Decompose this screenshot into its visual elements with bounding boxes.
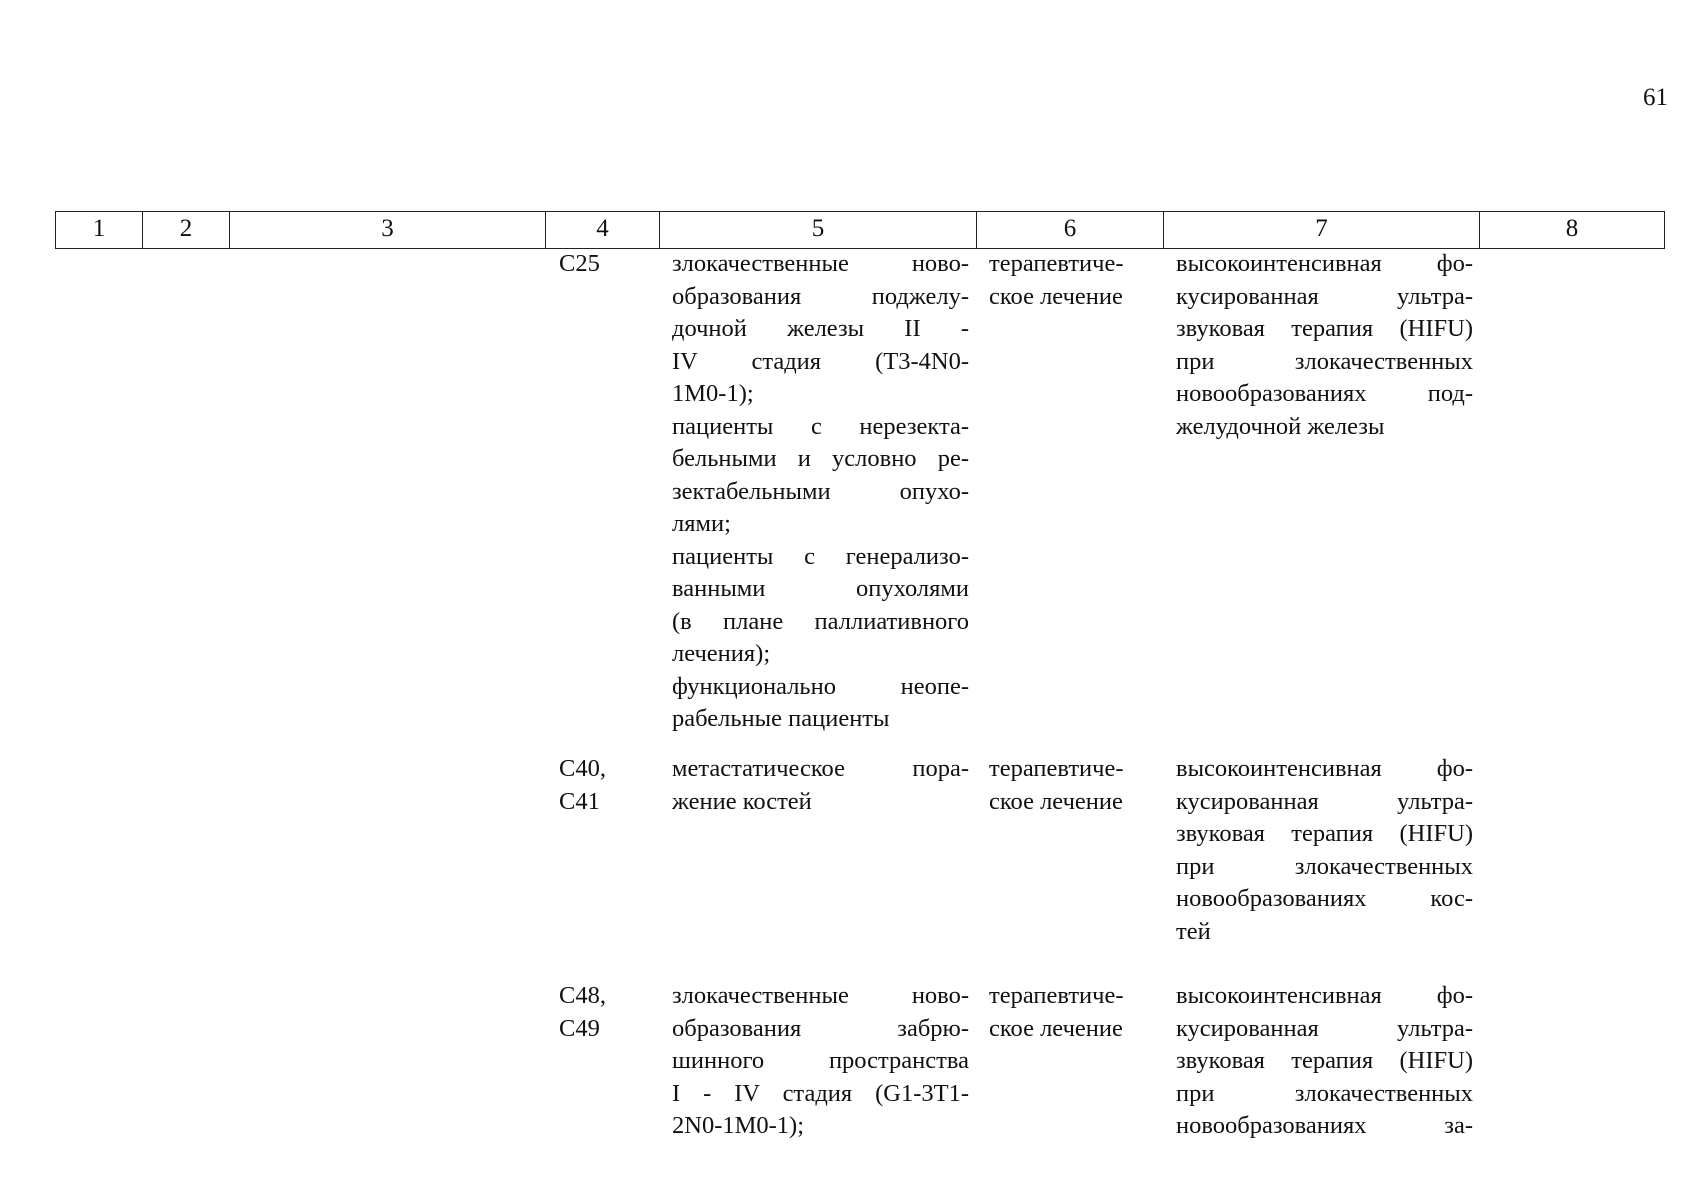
diagnosis-line: дочной железы II - [672,315,969,342]
row-3-code [559,980,659,1045]
method-line: кусированная ультра- [1176,1014,1473,1042]
diagnosis-line: 1M0-1); [672,380,754,407]
method-line: звуковая терапия (HIFU) [1176,820,1473,847]
method-line: при злокачественных [1176,1079,1473,1107]
code-line: C40, [559,755,606,782]
column-number-2: 2 [142,212,229,248]
row-1-treatment [989,248,1164,313]
row-2-diagnosis [672,753,969,818]
treatment-line: терапевтиче- [989,755,1124,782]
diagnosis-line: образования поджелу- [672,282,969,310]
row-2-method [1176,753,1473,948]
row-2-treatment [989,753,1164,818]
method-line: при злокачественных [1176,347,1473,375]
diagnosis-line: 2N0-1M0-1); [672,1112,805,1139]
diagnosis-line: IV стадия (T3-4N0- [672,347,969,375]
diagnosis-line: (в плане паллиативного [672,607,969,635]
method-line: желудочной железы [1176,412,1385,440]
method-line: звуковая терапия (HIFU) [1176,1047,1473,1074]
treatment-line: ское лечение [989,787,1123,815]
method-line: звуковая терапия (HIFU) [1176,315,1473,342]
diagnosis-line: лями; [672,510,731,537]
column-number-5: 5 [659,212,976,248]
diagnosis-line: шинного пространства [672,1047,969,1074]
diagnosis-line: I - IV стадия (G1-3T1- [672,1079,969,1107]
column-number-1: 1 [55,212,142,248]
method-line: новообразованиях кос- [1176,885,1473,912]
column-number-8: 8 [1479,212,1665,248]
column-number-3: 3 [229,212,545,248]
column-number-7: 7 [1163,212,1479,248]
row-2-code [559,753,659,818]
diagnosis-line: рабельные пациенты [672,705,890,732]
method-line: кусированная ультра- [1176,282,1473,310]
table-header-row [55,211,1665,249]
method-line: высокоинтенсивная фо- [1176,250,1473,277]
row-3-treatment [989,980,1164,1045]
method-line: высокоинтенсивная фо- [1176,755,1473,782]
row-1-diagnosis [672,248,969,736]
column-number-4: 4 [545,212,659,248]
code-line: C41 [559,787,600,815]
method-line: высокоинтенсивная фо- [1176,982,1473,1009]
diagnosis-line: зектабельными опухо- [672,477,969,505]
method-line: новообразованиях за- [1176,1112,1473,1139]
treatment-line: терапевтиче- [989,250,1124,277]
diagnosis-line: функционально неопе- [672,672,969,700]
diagnosis-line: лечения); [672,640,771,667]
code-line: C49 [559,1014,600,1042]
diagnosis-line: пациенты с генерализо- [672,542,969,570]
diagnosis-line: жение костей [672,787,812,815]
diagnosis-line: образования забрю- [672,1014,969,1042]
method-line: кусированная ультра- [1176,787,1473,815]
treatment-line: терапевтиче- [989,982,1124,1009]
diagnosis-line: ванными опухолями [672,575,969,602]
method-line: новообразованиях под- [1176,380,1473,407]
row-3-method [1176,980,1473,1143]
treatment-line: ское лечение [989,282,1123,310]
page-number: 61 [1643,84,1668,111]
method-line: тей [1176,917,1211,945]
diagnosis-line: злокачественные ново- [672,250,969,277]
diagnosis-line: злокачественные ново- [672,982,969,1009]
treatment-line: ское лечение [989,1014,1123,1042]
code-line: C48, [559,982,606,1009]
row-3-diagnosis [672,980,969,1143]
diagnosis-line: бельными и условно ре- [672,445,969,472]
method-line: при злокачественных [1176,852,1473,880]
row-1-method [1176,248,1473,443]
row-1-code [559,248,659,281]
column-number-6: 6 [976,212,1163,248]
diagnosis-line: метастатическое пора- [672,755,969,782]
code-line: C25 [559,250,600,277]
diagnosis-line: пациенты с нерезекта- [672,412,969,440]
